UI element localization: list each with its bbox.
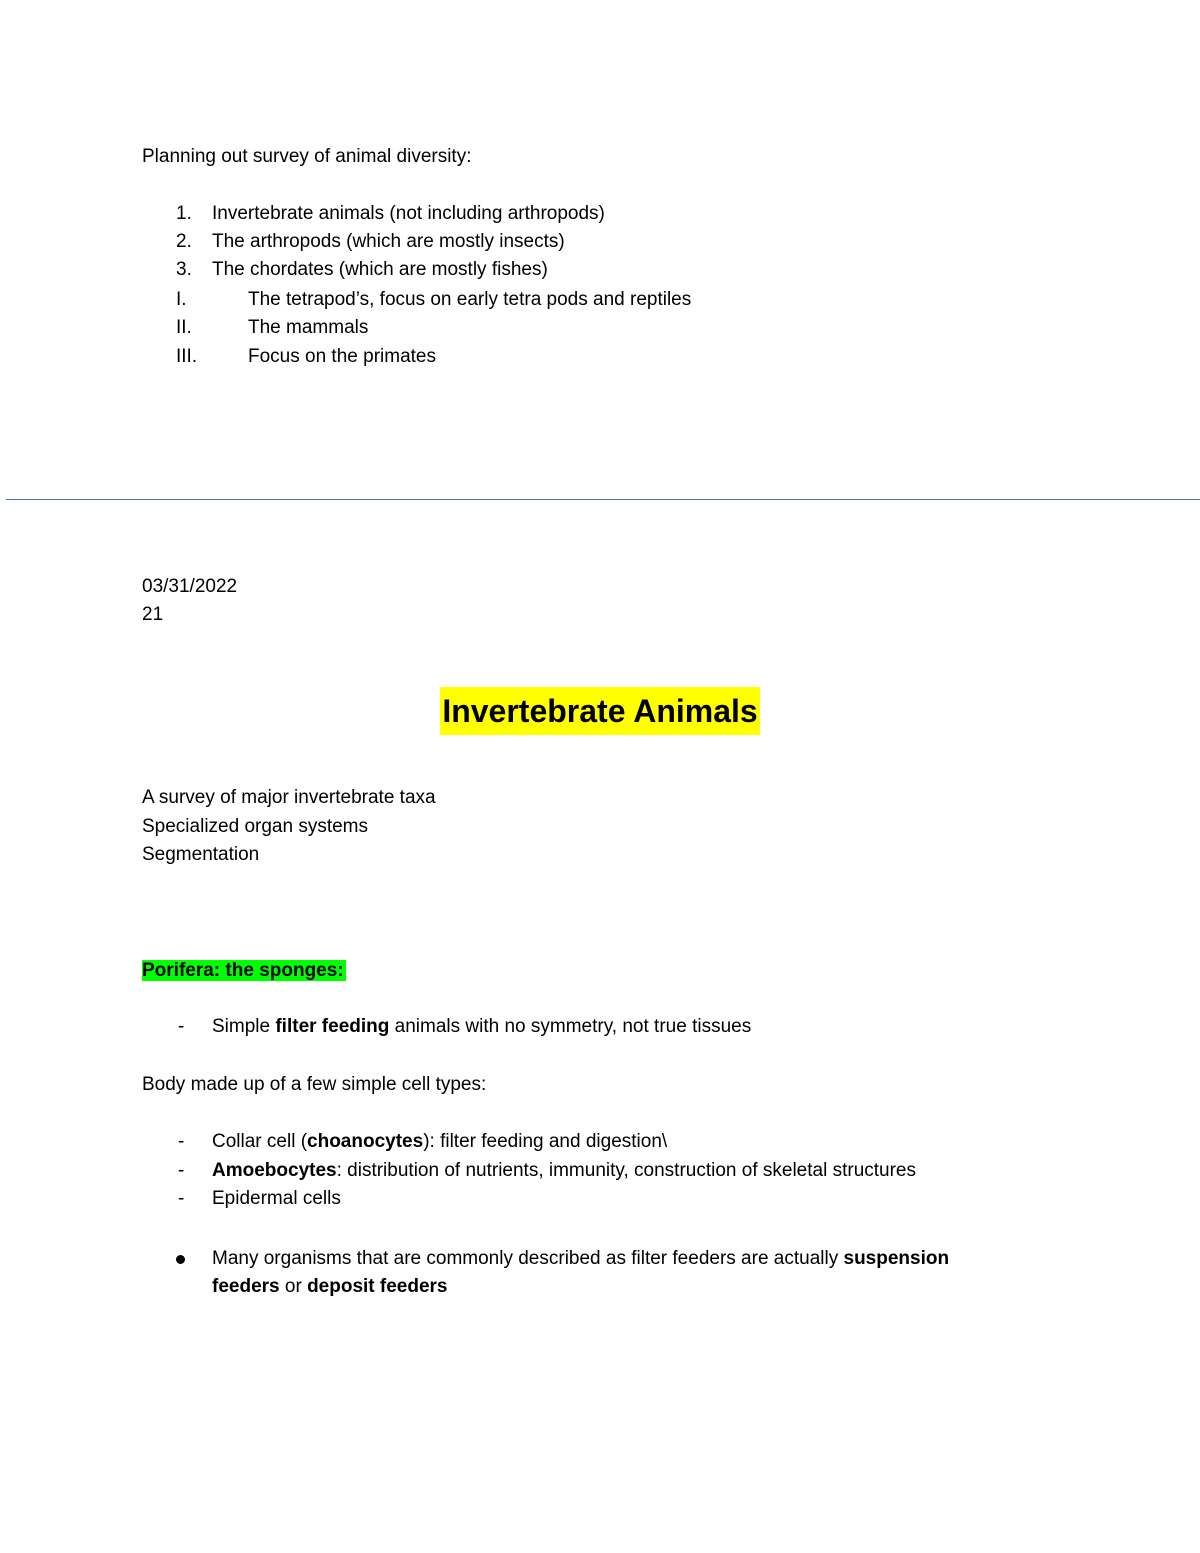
porifera-heading-line (142, 959, 346, 983)
note-bold-deposit: deposit feeders (307, 1276, 448, 1297)
lecture-date: 03/31/2022 (142, 576, 238, 597)
page-title: Invertebrate Animals (440, 687, 759, 735)
note-line-1 (212, 1247, 949, 1271)
bullet-icon (176, 1255, 185, 1264)
overview-line-3: Segmentation (142, 844, 260, 865)
dash-marker: - (178, 1131, 185, 1152)
cell-types-heading: Body made up of a few simple cell types: (142, 1074, 487, 1095)
roman-item-1: The tetrapod’s, focus on early tetra pods and reptiles (248, 289, 692, 310)
list-item-3: The chordates (which are mostly fishes) (212, 259, 548, 280)
list-marker-3: 3. (176, 259, 192, 280)
list-item-2: The arthropods (which are mostly insects) (212, 231, 565, 252)
section-divider (6, 499, 1200, 500)
list-marker-2: 2. (176, 231, 192, 252)
note-bold-feeders: feeders (212, 1276, 280, 1297)
dash-marker: - (178, 1188, 185, 1209)
title-container (0, 687, 1200, 735)
dash-marker: - (178, 1160, 185, 1181)
roman-marker-3: III. (176, 346, 198, 367)
porifera-intro (212, 1015, 751, 1039)
porifera-heading: Porifera: the sponges: (142, 960, 344, 981)
intro-text-start: Simple (212, 1016, 276, 1037)
overview-line-1: A survey of major invertebrate taxa (142, 787, 436, 808)
note-line-2 (212, 1275, 448, 1299)
roman-marker-2: II. (176, 317, 192, 338)
cell-type-epidermal: Epidermal cells (212, 1188, 341, 1209)
dash-marker: - (178, 1016, 185, 1037)
amoebocytes-text: : distribution of nutrients, immunity, construction of skeletal structures (336, 1160, 916, 1181)
note-text-mid: or (279, 1276, 308, 1297)
collar-bold-term: choanocytes (307, 1131, 424, 1152)
lecture-number: 21 (142, 604, 164, 625)
cell-type-amoebocytes (212, 1159, 916, 1183)
planning-heading: Planning out survey of animal diversity: (142, 146, 472, 167)
cell-type-collar (212, 1130, 667, 1154)
note-text-start: Many organisms that are commonly described as filter feeders are actually (212, 1248, 844, 1269)
collar-text-end: ): filter feeding and digestion\ (423, 1131, 668, 1152)
roman-item-2: The mammals (248, 317, 369, 338)
roman-item-3: Focus on the primates (248, 346, 436, 367)
roman-marker-1: I. (176, 289, 187, 310)
note-bold-suspension: suspension (843, 1248, 950, 1269)
collar-text-start: Collar cell ( (212, 1131, 308, 1152)
amoebocytes-bold-term: Amoebocytes (212, 1160, 337, 1181)
overview-line-2: Specialized organ systems (142, 816, 368, 837)
intro-text-end: animals with no symmetry, not true tissues (389, 1016, 752, 1037)
list-marker-1: 1. (176, 203, 192, 224)
intro-bold-term: filter feeding (275, 1016, 390, 1037)
list-item-1: Invertebrate animals (not including arthropods) (212, 203, 605, 224)
